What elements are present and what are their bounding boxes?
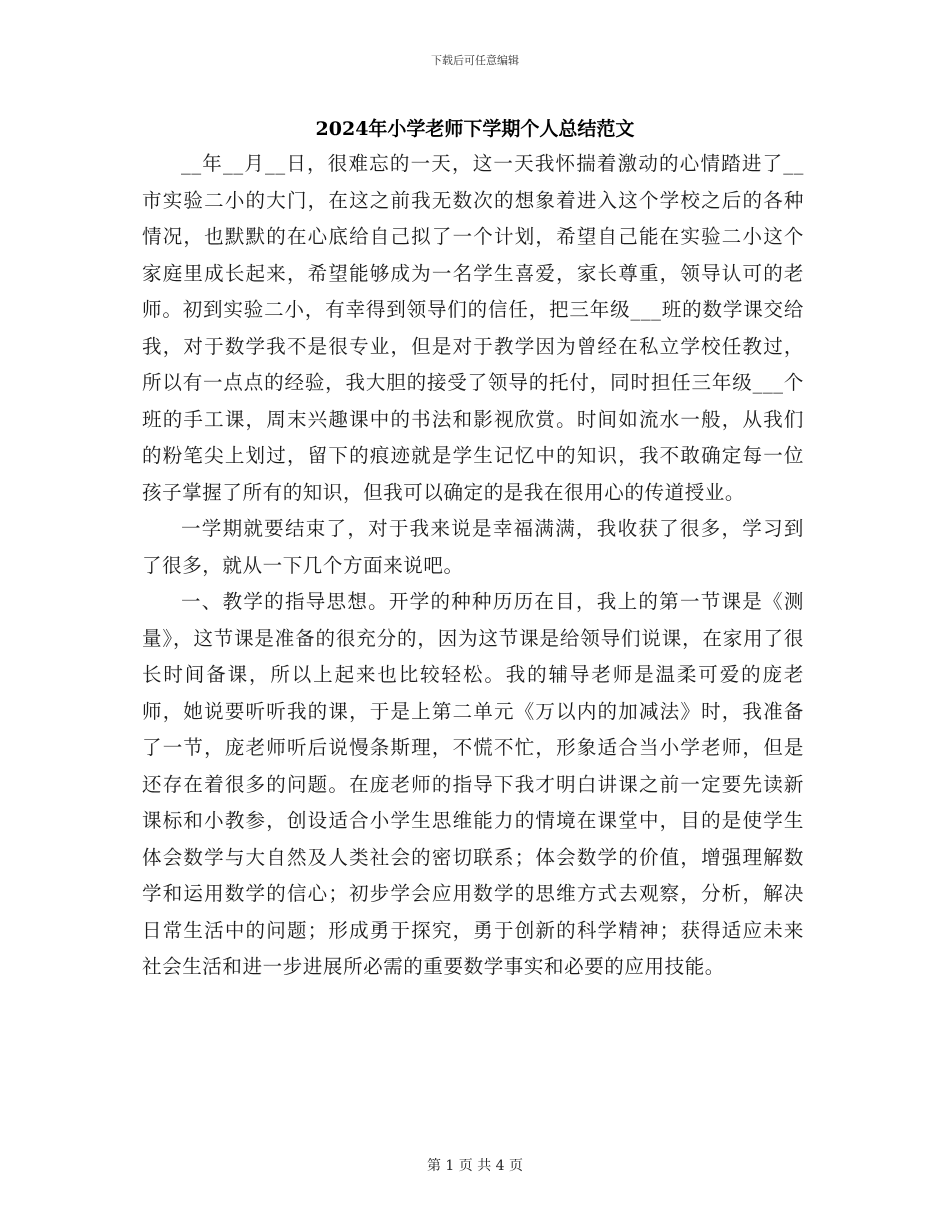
document-body bbox=[142, 146, 804, 986]
page-number-footer: 第 1 页 共 4 页 bbox=[426, 1158, 524, 1174]
paragraph-intro: __年__月__日，很难忘的一天，这一天我怀揣着激动的心情踏进了__市实验二小的大门，在这之前我无数次的想象着进入这个学校之后的各种情况，也默默的在心底给自己拟了一个计划，希望自己能在实验二小这个家庭里成长起来，希望能够成为一名学生喜爱，家长尊重，领导认可的老师。初到实验二小，有幸得到领导们的信任，把三年级___班的数学课交给我，对于数学我不是很专业，但是对于教学因为曾经在私立学校任教过，所以有一点点的经验，我大胆的接受了领导的托付，同时担任三年级___个班的手工课，周末兴趣课中的书法和影视欣赏。时间如流水一般，从我们的粉笔尖上划过，留下的痕迹就是学生记忆中的知识，我不敢确定每一位孩子掌握了所有的知识，但我可以确定的是我在很用心的传道授业。 bbox=[142, 152, 804, 504]
paragraph-semester-summary: 一学期就要结束了，对于我来说是幸福满满，我收获了很多，学习到了很多，就从一下几个方面来说吧。 bbox=[142, 517, 804, 577]
paragraph-teaching-guidance: 一、教学的指导思想。开学的种种历历在目，我上的第一节课是《测量》，这节课是准备的很充分的，因为这节课是给领导们说课，在家用了很长时间备课，所以上起来也比较轻松。我的辅导老师是温柔可爱的庞老师，她说要听听我的课，于是上第二单元《万以内的加减法》时，我准备了一节，庞老师听后说慢条斯理，不慌不忙，形象适合当小学老师，但是还存在着很多的问题。在庞老师的指导下我才明白讲课之前一定要先读新课标和小教参，创设适合小学生思维能力的情境在课堂中，目的是使学生体会数学与大自然及人类社会的密切联系；体会数学的价值，增强理解数学和运用数学的信心；初步学会应用数学的思维方式去观察，分析，解决日常生活中的问题；形成勇于探究，勇于创新的科学精神；获得适应未来社会生活和进一步进展所必需的重要数学事实和必要的应用技能。 bbox=[142, 590, 804, 978]
page-header-note: 下载后可任意编辑 bbox=[431, 54, 519, 67]
document-title: 2024年小学老师下学期个人总结范文 bbox=[315, 118, 635, 140]
